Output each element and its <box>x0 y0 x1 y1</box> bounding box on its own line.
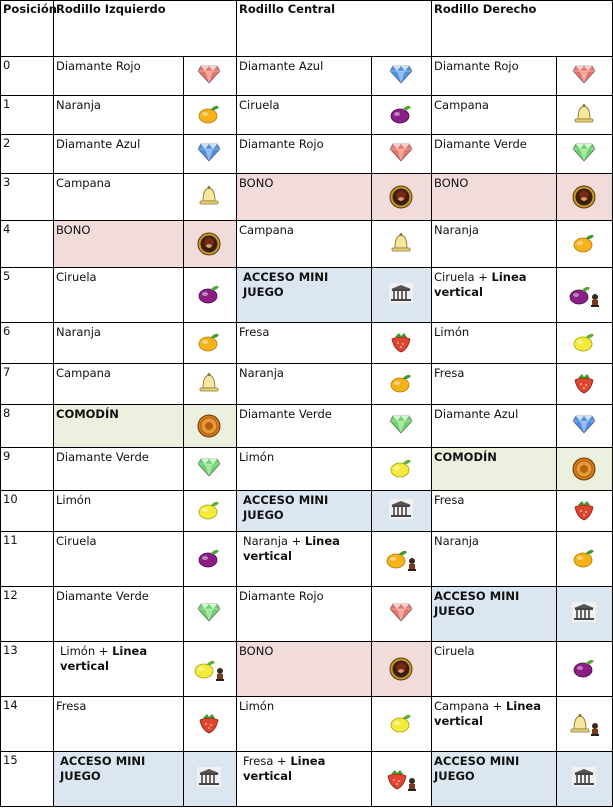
left-reel-symbol-name <box>54 405 184 448</box>
strawberry-icon <box>572 372 598 396</box>
strawberry-icon <box>389 331 415 355</box>
right-reel-symbol-icon-cell <box>557 405 613 448</box>
table-row <box>1 323 613 364</box>
center-reel-symbol-icon-cell <box>372 491 432 532</box>
position-cell: 10 <box>1 491 54 532</box>
left-reel-symbol-icon-cell <box>184 642 237 697</box>
center-reel-symbol-name <box>237 221 372 268</box>
right-reel-symbol-icon-cell <box>557 57 613 96</box>
symbol-text: Diamante Azul <box>434 407 519 421</box>
position-cell: 2 <box>1 135 54 174</box>
right-reel-symbol-name <box>432 96 557 135</box>
symbol-text: Diamante Rojo <box>434 59 519 73</box>
right-reel-symbol-icon-cell <box>557 174 613 221</box>
table-row <box>1 587 613 642</box>
table-row <box>1 697 613 752</box>
right-reel-symbol-name <box>432 697 557 752</box>
center-reel-symbol-icon-cell <box>372 174 432 221</box>
left-reel-symbol-icon-cell <box>184 532 237 587</box>
center-reel-symbol-name <box>237 587 372 642</box>
table-row <box>1 448 613 491</box>
plum-icon <box>572 657 598 681</box>
left-reel-symbol-icon-cell <box>184 268 237 323</box>
position-cell: 1 <box>1 96 54 135</box>
header-right-reel: Rodillo Derecho <box>432 1 613 57</box>
lemon-icon <box>389 712 415 736</box>
header-center-reel: Rodillo Central <box>237 1 432 57</box>
strawberry-icon <box>572 499 598 523</box>
symbol-text: Limón <box>239 450 275 464</box>
table-row <box>1 491 613 532</box>
right-reel-symbol-name <box>432 642 557 697</box>
left-reel-symbol-name <box>54 57 184 96</box>
center-reel-symbol-icon-cell <box>372 448 432 491</box>
center-reel-symbol-icon-cell <box>372 221 432 268</box>
right-reel-symbol-icon-cell <box>557 587 613 642</box>
symbol-text: Fresa <box>434 366 465 380</box>
green-diamond-icon <box>389 414 415 438</box>
symbol-text: Campana <box>56 176 111 190</box>
left-reel-symbol-name <box>54 174 184 221</box>
symbol-text: Diamante Rojo <box>239 589 324 603</box>
center-reel-symbol-icon-cell <box>372 135 432 174</box>
right-reel-symbol-icon-cell <box>557 697 613 752</box>
symbol-text: Linea vertical <box>60 644 148 673</box>
position-cell: 0 <box>1 57 54 96</box>
right-reel-symbol-name <box>432 135 557 174</box>
symbol-text: Diamante Azul <box>239 59 324 73</box>
symbol-text: Linea vertical <box>434 699 541 728</box>
center-reel-symbol-name <box>237 323 372 364</box>
table-row <box>1 174 613 221</box>
symbol-text: Diamante Rojo <box>56 59 141 73</box>
center-reel-symbol-icon-cell <box>372 323 432 364</box>
symbol-text: Campana <box>56 366 111 380</box>
left-reel-symbol-icon-cell <box>184 364 237 405</box>
orange-icon <box>197 331 223 355</box>
table-row <box>1 96 613 135</box>
position-cell: 15 <box>1 752 54 807</box>
symbol-text: ACCESO MINI JUEGO <box>243 270 329 299</box>
symbol-text: ACCESO MINI JUEGO <box>434 754 520 783</box>
bell-icon <box>197 185 223 209</box>
symbol-text: Limón <box>56 493 92 507</box>
wild-icon <box>572 457 598 481</box>
symbol-text: Diamante Verde <box>239 407 332 421</box>
left-reel-symbol-name <box>54 532 184 587</box>
left-reel-symbol-name <box>54 364 184 405</box>
center-reel-symbol-name <box>237 405 372 448</box>
temple-icon <box>389 283 415 307</box>
center-reel-symbol-name <box>237 364 372 405</box>
left-reel-symbol-name <box>54 135 184 174</box>
symbol-text: ACCESO MINI JUEGO <box>434 589 520 618</box>
blue-diamond-icon <box>572 414 598 438</box>
right-reel-symbol-name <box>432 405 557 448</box>
center-reel-symbol-icon-cell <box>372 405 432 448</box>
symbol-text: Limón <box>239 699 275 713</box>
symbol-text: Fresa <box>56 699 87 713</box>
symbol-text: ACCESO MINI JUEGO <box>60 754 146 783</box>
right-reel-symbol-name <box>432 323 557 364</box>
symbol-text: BONO <box>239 644 274 658</box>
red-diamond-icon <box>389 602 415 626</box>
header-position: Posición <box>1 1 54 57</box>
bell-icon <box>572 103 598 127</box>
strawberry-icon <box>197 712 223 736</box>
symbol-text: Fresa <box>434 493 465 507</box>
symbol-text: COMODÍN <box>56 407 119 421</box>
symbol-text: Diamante Verde <box>434 137 527 151</box>
symbol-text: Ciruela <box>239 98 280 112</box>
symbol-text: Limón + <box>60 644 113 658</box>
position-cell: 14 <box>1 697 54 752</box>
right-reel-symbol-icon-cell <box>557 491 613 532</box>
red-diamond-icon <box>389 142 415 166</box>
right-reel-symbol-name <box>432 57 557 96</box>
lemon-icon <box>197 499 223 523</box>
table-row <box>1 405 613 448</box>
position-cell: 8 <box>1 405 54 448</box>
bonus-icon <box>389 657 415 681</box>
center-reel-symbol-icon-cell <box>372 752 432 807</box>
lemon-icon <box>389 457 415 481</box>
symbol-text: BONO <box>56 223 91 237</box>
position-cell: 7 <box>1 364 54 405</box>
left-reel-symbol-icon-cell <box>184 96 237 135</box>
right-reel-symbol-icon-cell <box>557 752 613 807</box>
position-cell: 11 <box>1 532 54 587</box>
bell-icon <box>197 372 223 396</box>
header-left-reel: Rodillo Izquierdo <box>54 1 237 57</box>
center-reel-symbol-icon-cell <box>372 532 432 587</box>
table-row <box>1 642 613 697</box>
strawberry-vertical-line-icon <box>385 767 419 791</box>
symbol-text: Naranja + <box>243 534 305 548</box>
left-reel-symbol-icon-cell <box>184 323 237 364</box>
orange-vertical-line-icon <box>385 547 419 571</box>
table-row <box>1 752 613 807</box>
center-reel-symbol-icon-cell <box>372 364 432 405</box>
symbol-text: Diamante Azul <box>56 137 141 151</box>
table-body <box>1 57 613 807</box>
right-reel-symbol-name <box>432 221 557 268</box>
right-reel-symbol-icon-cell <box>557 323 613 364</box>
table-row <box>1 268 613 323</box>
bonus-icon <box>572 185 598 209</box>
lemon-vertical-line-icon <box>193 657 227 681</box>
symbol-text: Fresa <box>239 325 270 339</box>
position-cell: 12 <box>1 587 54 642</box>
table-row <box>1 135 613 174</box>
left-reel-symbol-icon-cell <box>184 752 237 807</box>
symbol-text: Ciruela <box>56 534 97 548</box>
right-reel-symbol-name <box>432 448 557 491</box>
symbol-text: Diamante Rojo <box>239 137 324 151</box>
symbol-text: Ciruela <box>434 644 475 658</box>
red-diamond-icon <box>197 64 223 88</box>
left-reel-symbol-name <box>54 491 184 532</box>
center-reel-symbol-icon-cell <box>372 57 432 96</box>
right-reel-symbol-name <box>432 268 557 323</box>
orange-icon <box>389 372 415 396</box>
symbol-text: Linea vertical <box>434 270 527 299</box>
right-reel-symbol-name <box>432 587 557 642</box>
center-reel-symbol-icon-cell <box>372 587 432 642</box>
center-reel-symbol-icon-cell <box>372 642 432 697</box>
table-row <box>1 532 613 587</box>
center-reel-symbol-name <box>237 57 372 96</box>
center-reel-symbol-name <box>237 697 372 752</box>
center-reel-symbol-name <box>237 96 372 135</box>
green-diamond-icon <box>572 142 598 166</box>
blue-diamond-icon <box>197 142 223 166</box>
left-reel-symbol-name <box>54 587 184 642</box>
position-cell: 9 <box>1 448 54 491</box>
plum-icon <box>389 103 415 127</box>
symbol-text: Ciruela <box>56 270 97 284</box>
center-reel-symbol-icon-cell <box>372 96 432 135</box>
right-reel-symbol-icon-cell <box>557 135 613 174</box>
left-reel-symbol-icon-cell <box>184 135 237 174</box>
left-reel-symbol-icon-cell <box>184 57 237 96</box>
right-reel-symbol-name <box>432 174 557 221</box>
right-reel-symbol-icon-cell <box>557 532 613 587</box>
center-reel-symbol-name <box>237 268 372 323</box>
table-row <box>1 364 613 405</box>
left-reel-symbol-name <box>54 752 184 807</box>
right-reel-symbol-name <box>432 364 557 405</box>
left-reel-symbol-icon-cell <box>184 174 237 221</box>
symbol-text: Campana <box>434 98 489 112</box>
lemon-icon <box>572 331 598 355</box>
left-reel-symbol-icon-cell <box>184 448 237 491</box>
left-reel-symbol-icon-cell <box>184 697 237 752</box>
left-reel-symbol-icon-cell <box>184 221 237 268</box>
center-reel-symbol-name <box>237 532 372 587</box>
left-reel-symbol-name <box>54 642 184 697</box>
green-diamond-icon <box>197 457 223 481</box>
red-diamond-icon <box>572 64 598 88</box>
orange-icon <box>572 547 598 571</box>
position-cell: 3 <box>1 174 54 221</box>
left-reel-symbol-icon-cell <box>184 405 237 448</box>
symbol-text: Naranja <box>239 366 284 380</box>
right-reel-symbol-icon-cell <box>557 268 613 323</box>
left-reel-symbol-name <box>54 96 184 135</box>
symbol-text: Naranja <box>434 534 479 548</box>
center-reel-symbol-icon-cell <box>372 268 432 323</box>
right-reel-symbol-name <box>432 532 557 587</box>
left-reel-symbol-icon-cell <box>184 587 237 642</box>
plum-vertical-line-icon <box>568 283 602 307</box>
table-row <box>1 221 613 268</box>
symbol-text: Campana + <box>434 699 506 713</box>
symbol-text: Diamante Verde <box>56 450 149 464</box>
left-reel-symbol-name <box>54 268 184 323</box>
green-diamond-icon <box>197 602 223 626</box>
symbol-text: Naranja <box>434 223 479 237</box>
symbol-text: Ciruela + <box>434 270 492 284</box>
position-cell: 4 <box>1 221 54 268</box>
symbol-text: Linea vertical <box>243 754 326 783</box>
center-reel-symbol-name <box>237 135 372 174</box>
orange-icon <box>197 103 223 127</box>
left-reel-symbol-name <box>54 697 184 752</box>
center-reel-symbol-name <box>237 448 372 491</box>
orange-icon <box>572 232 598 256</box>
bell-vertical-line-icon <box>568 712 602 736</box>
symbol-text: COMODÍN <box>434 450 497 464</box>
right-reel-symbol-icon-cell <box>557 221 613 268</box>
plum-icon <box>197 547 223 571</box>
symbol-text: Limón <box>434 325 470 339</box>
right-reel-symbol-icon-cell <box>557 96 613 135</box>
symbol-text: Linea vertical <box>243 534 340 563</box>
position-cell: 5 <box>1 268 54 323</box>
right-reel-symbol-icon-cell <box>557 364 613 405</box>
center-reel-symbol-name <box>237 491 372 532</box>
right-reel-symbol-icon-cell <box>557 642 613 697</box>
symbol-text: BONO <box>434 176 469 190</box>
left-reel-symbol-name <box>54 323 184 364</box>
left-reel-symbol-icon-cell <box>184 491 237 532</box>
position-cell: 13 <box>1 642 54 697</box>
temple-icon <box>197 767 223 791</box>
center-reel-symbol-icon-cell <box>372 697 432 752</box>
center-reel-symbol-name <box>237 642 372 697</box>
symbol-text: ACCESO MINI JUEGO <box>243 493 329 522</box>
plum-icon <box>197 283 223 307</box>
left-reel-symbol-name <box>54 221 184 268</box>
center-reel-symbol-name <box>237 752 372 807</box>
bell-icon <box>389 232 415 256</box>
symbol-text: BONO <box>239 176 274 190</box>
right-reel-symbol-name <box>432 491 557 532</box>
symbol-text: Naranja <box>56 325 101 339</box>
center-reel-symbol-name <box>237 174 372 221</box>
symbol-text: Campana <box>239 223 294 237</box>
wild-icon <box>197 414 223 438</box>
temple-icon <box>389 499 415 523</box>
table-row <box>1 57 613 96</box>
symbol-text: Fresa + <box>243 754 291 768</box>
symbol-text: Diamante Verde <box>56 589 149 603</box>
blue-diamond-icon <box>389 64 415 88</box>
right-reel-symbol-icon-cell <box>557 448 613 491</box>
position-cell: 6 <box>1 323 54 364</box>
symbol-text: Naranja <box>56 98 101 112</box>
right-reel-symbol-name <box>432 752 557 807</box>
header-row <box>1 1 613 57</box>
bonus-icon <box>197 232 223 256</box>
bonus-icon <box>389 185 415 209</box>
temple-icon <box>572 602 598 626</box>
left-reel-symbol-name <box>54 448 184 491</box>
temple-icon <box>572 767 598 791</box>
